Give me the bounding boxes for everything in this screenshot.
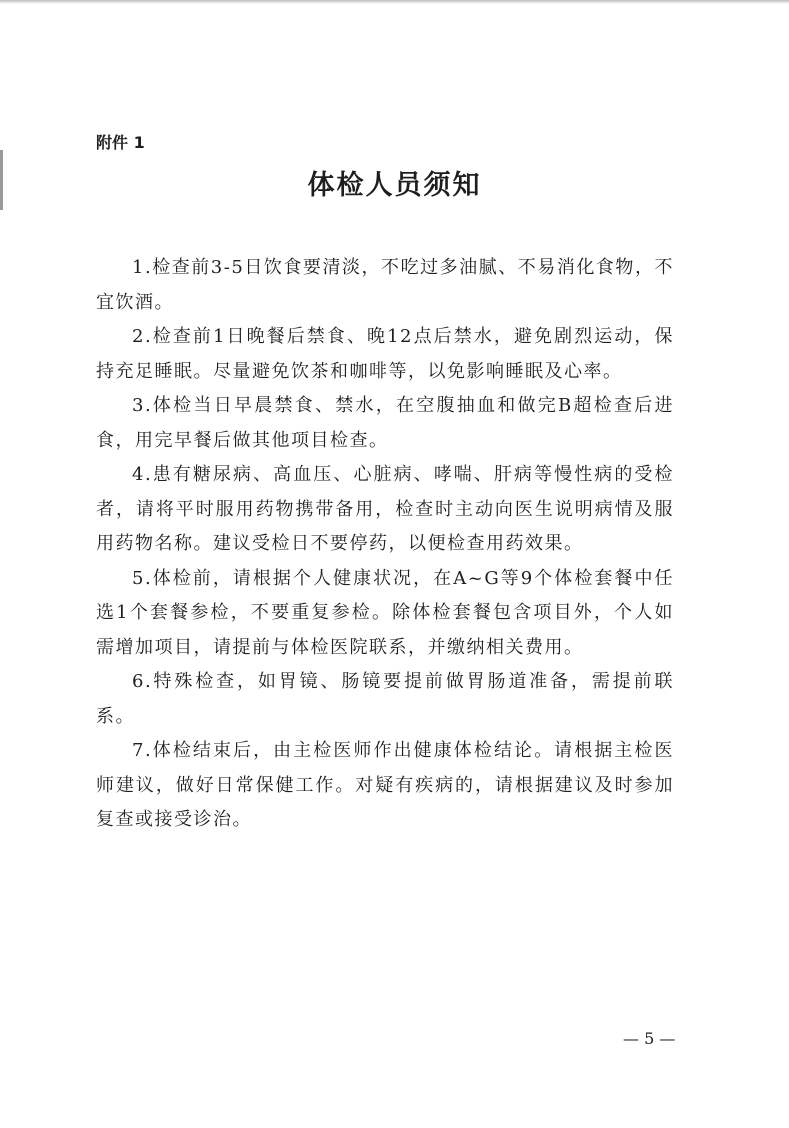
- notice-item-5: 5.体检前，请根据个人健康状况，在A~G等9个体检套餐中任选1个套餐参检，不要重复参检。除体检套餐包含项目外，个人如需增加项目，请提前与体检医院联系，并缴纳相关费用。: [96, 567, 674, 658]
- notice-item-1: 1.检查前3-5日饮食要清淡，不吃过多油腻、不易消化食物，不宜饮酒。: [96, 257, 674, 313]
- page-number: — 5 —: [623, 1029, 676, 1048]
- notice-item-4: 4.患有糖尿病、高血压、心脏病、哮喘、肝病等慢性病的受检者，请将平时服用药物携带备用，检查时主动向医生说明病情及服用药物名称。建议受检日不要停药，以便检查用药效果。: [96, 464, 674, 554]
- page-title: 体检人员须知: [307, 170, 482, 201]
- scan-edge-top: [0, 0, 789, 4]
- notice-item-7: 7.体检结束后，由主检医师作出健康体检结论。请根据主检医师建议，做好日常保健工作。对疑有疾病的，请根据建议及时参加复查或接受诊治。: [96, 740, 674, 830]
- notice-body: [96, 251, 674, 838]
- attachment-label: 附件 1: [96, 133, 145, 152]
- notice-item-6: 6.特殊检查，如胃镜、肠镜要提前做胃肠道准备，需提前联系。: [96, 671, 674, 727]
- notice-item-2: 2.检查前1日晚餐后禁食、晚12点后禁水，避免剧烈运动，保持充足睡眠。尽量避免饮茶和咖啡等，以免影响睡眠及心率。: [96, 326, 674, 382]
- notice-item-3: 3.体检当日早晨禁食、禁水，在空腹抽血和做完B超检查后进食，用完早餐后做其他项目检查。: [96, 395, 674, 451]
